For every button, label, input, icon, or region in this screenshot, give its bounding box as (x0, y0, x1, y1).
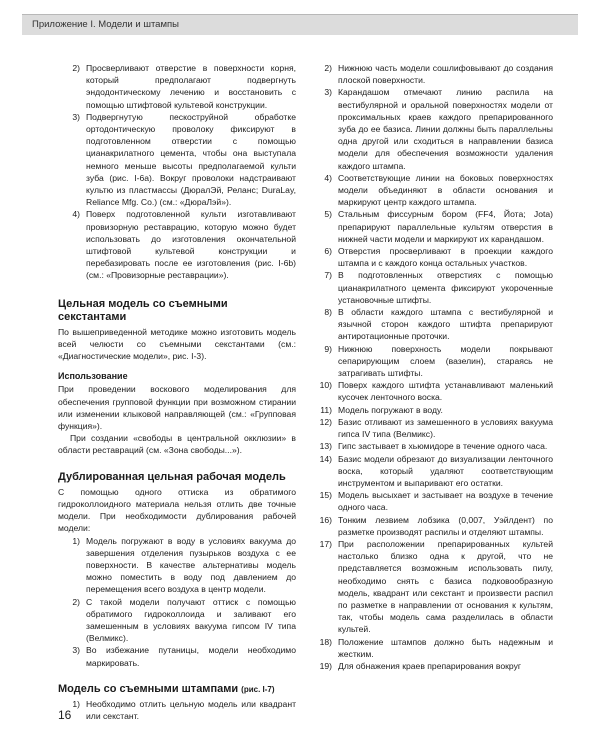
left-column (58, 62, 296, 722)
list-item: 10) Поверх каждого штифта устанавливают маленький кусочек ленточного воска. (319, 380, 553, 403)
list-item: 16) Тонким лезвием лобзика (0,007, Уэйлдент) по разметке производят распилы и отделяют штампы. (319, 514, 553, 537)
steps-list-dies-continued (310, 62, 553, 672)
list-item: 5) Стальным фиссурным бором (FF4, Йота; Jota) препарируют параллельные культям отверстия в нижней части модели и маркируют их карандашом. (324, 209, 553, 244)
list-item: 15) Модель высыхает и застывает на воздухе в течение одного часа. (319, 490, 553, 513)
list-item: 19) Для обнажения краев препарирования вокруг (319, 660, 522, 671)
steps-list-continued (58, 62, 296, 282)
paragraph: При проведении воскового моделирования для обеспечения групповой функции при возможном стирании или изменении клыковой направляющей (см.: «Групповая функция»). (58, 384, 296, 432)
paragraph: По вышеприведенной методике можно изготовить модель всей челюсти со съемными секстантами (см.: «Диагностические модели», рис. I-3). (58, 326, 296, 362)
steps-list-duplicate (58, 535, 296, 669)
list-item: 1) Модель погружают в воду в условиях вакуума до завершения отделения пузырьков воздуха с ее поверхности. В качестве альтернативы модель можно поместить в воду под давлением до перемещения всего воздуха в центр модели. (72, 535, 296, 595)
list-item: 17) При расположении препарированных культей настолько близко одна к другой, что не представляется возможным использовать пилу, необходимо снять с базиса подковообразную модель, квадрант или секстант и произвести распил по разметке в направлении от основания к культям, так, чтобы модель сама разделилась в области культей. (319, 538, 553, 635)
section-heading-sextants: Цельная модель со съемными секстантами (58, 297, 228, 323)
right-column (310, 62, 553, 672)
paragraph: При создании «свободы в центральной окклюзии» в области реставраций (см. «Зона свободы...»). (58, 433, 296, 456)
list-item: 3) Подвергнутую пескоструйной обработке ортодонтическую проволоку фиксируют в подготовленном отверстии с помощью цианакрилатного цемента, чтобы она выступала немного меньше высоты предполагаемой культи зуба (рис. I-6а). Вокруг проволоки надстраивают культю из пластмассы (ДюралЭй, Реланс; DuraLay, Reliance Mfg. Co.) (см.: «ДюраЛэй»). (72, 111, 296, 208)
list-item: 4) Поверх подготовленной культи изготавливают провизорную реставрацию, которую можно будет использовать до изготовления окончательной штифтовой культевой конструкции и перебазировать после ее изготовления (рис. I-6b) (см.: «Провизорные реставрации»). (72, 209, 296, 281)
section-heading-dies: Модель со съемными штампами (рис. I-7) (58, 682, 275, 695)
subheading-usage: Использование (58, 371, 128, 382)
list-item: 6) Отверстия просверливают в проекции каждого штампа и с каждого конца остальных участков. (324, 246, 553, 269)
list-item: 8) В области каждого штампа с вестибулярной и язычной сторон каждого штифта препарируют антиротационные проточки. (324, 307, 553, 342)
list-item: 7) В подготовленных отверстиях с помощью цианакрилатного цемента фиксируют укороченные установочные штифты. (324, 270, 553, 305)
list-item: 1) Необходимо отлить цельную модель или квадрант или секстант. (72, 698, 296, 721)
list-item: 11) Модель погружают в воду. (320, 404, 443, 415)
list-item: 14) Базис модели обрезают до визуализации ленточного воска, который удаляют соответствующим инструментом и выпаривают его остатки. (319, 453, 553, 488)
list-item: 18) Положение штампов должно быть надежным и жестким. (319, 636, 553, 659)
list-item: 3) Во избежание путаницы, модели необходимо маркировать. (72, 645, 296, 668)
page-number: 16 (58, 708, 72, 722)
list-item: 4) Соответствующие линии на боковых поверхностях модели объединяют в области основания и маркируют центр каждого штампа. (324, 172, 553, 208)
list-item: 2) Просверливают отверстие в поверхности корня, который предполагают подвергнуть эндодонтическому лечению и восстановить с помощью штифтовой культевой конструкции. (72, 63, 296, 110)
paragraph: С помощью одного оттиска из обратимого гидроколлоидного материала нельзя отлить две точные модели. При необходимости дублирования рабочей модели: (58, 486, 296, 534)
section-heading-duplicate: Дублированная цельная рабочая модель (58, 470, 286, 483)
list-item: 9) Нижнюю поверхность модели покрывают сепарирующим слоем (вазелин), стараясь не затрагивать штифты. (324, 343, 553, 379)
list-item: 2) С такой модели получают оттиск с помощью обратимого гидроколлоида и заливают его замешенным в условиях вакуума гипсом IV типа (Велмикс). (72, 596, 296, 644)
list-item: 2) Нижнюю часть модели сошлифовывают до создания плоской поверхности. (324, 63, 553, 86)
steps-list-dies (58, 698, 296, 722)
list-item: 13) Гипс застывает в хьюмидоре в течение одного часа. (319, 441, 548, 452)
running-header-title: Приложение I. Модели и штампы (32, 19, 179, 30)
list-item: 3) Карандашом отмечают линию распила на вестибулярной и оральной поверхностях модели от проксимальных краев каждого препарированного зуба до ее базиса. Линии должны быть параллельны одна другой или сходиться в направлении базиса модели для обеспечения возможности удаления каждого штампа. (324, 87, 553, 171)
running-header (22, 14, 578, 35)
list-item: 12) Базис отливают из замешенного в условиях вакуума гипса IV типа (Велмикс). (319, 416, 553, 440)
